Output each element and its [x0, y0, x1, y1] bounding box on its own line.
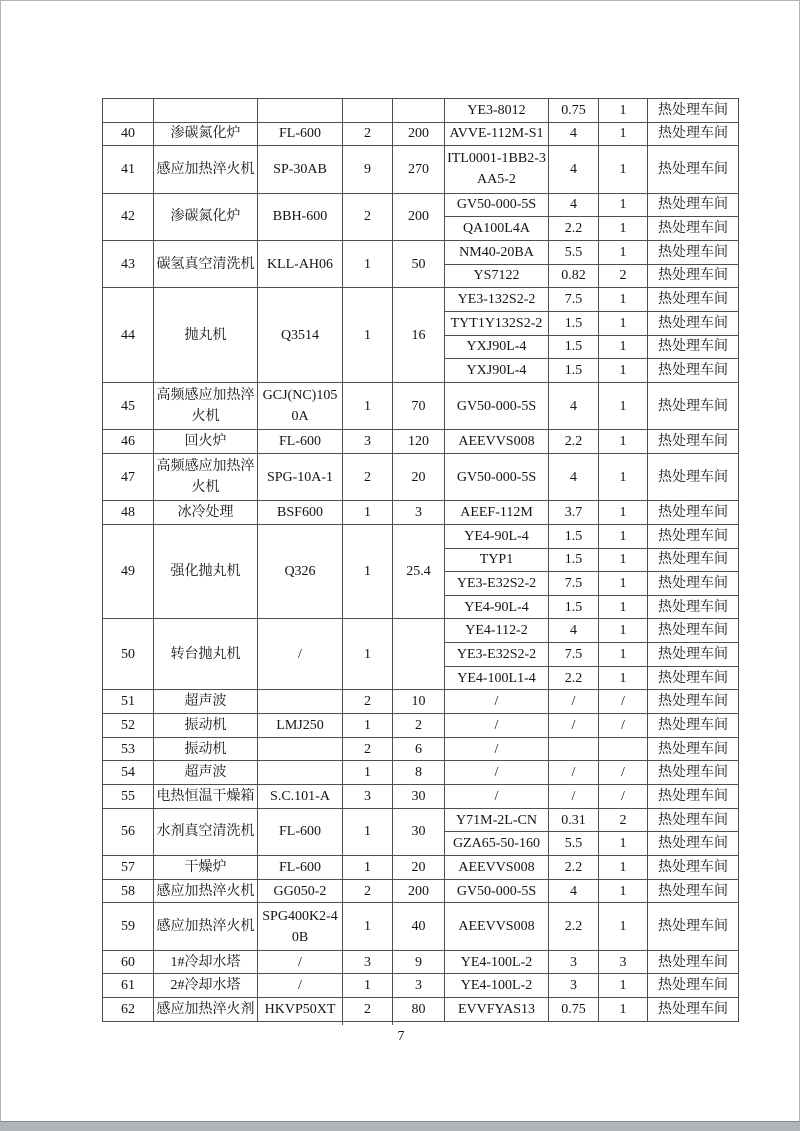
cell-motor-quantity: 1 — [599, 572, 648, 596]
cell-motor-model: / — [445, 785, 549, 809]
cell-quantity: 2 — [343, 879, 393, 903]
cell-motor-quantity: 1 — [599, 856, 648, 880]
cell-workshop: 热处理车间 — [648, 572, 739, 596]
cell-motor-quantity: 1 — [599, 998, 648, 1022]
cell-quantity: 1 — [343, 524, 393, 619]
cell-quantity: 1 — [343, 808, 393, 855]
cell-equipment-name: 振动机 — [154, 714, 258, 738]
cell-serial-number: 50 — [103, 619, 154, 690]
cell-motor-model: YE3-E32S2-2 — [445, 572, 549, 596]
cell-quantity: 1 — [343, 619, 393, 690]
cell-serial-number: 49 — [103, 524, 154, 619]
table-row — [103, 785, 739, 809]
cell-equipment-model: / — [258, 974, 343, 998]
cell-quantity: 2 — [343, 690, 393, 714]
cell-workshop: 热处理车间 — [648, 311, 739, 335]
cell-equipment-model: / — [258, 619, 343, 690]
table-row — [103, 146, 739, 193]
cell-power: 30 — [393, 785, 445, 809]
cell-workshop: 热处理车间 — [648, 288, 739, 312]
cell-workshop: 热处理车间 — [648, 382, 739, 429]
column-divider-tick — [342, 1020, 343, 1025]
cell-equipment-model: S.C.101-A — [258, 785, 343, 809]
cell-motor-model: YE3-132S2-2 — [445, 288, 549, 312]
cell-equipment-model: FL-600 — [258, 122, 343, 146]
cell-quantity: 3 — [343, 430, 393, 454]
cell-workshop: 热处理车间 — [648, 217, 739, 241]
cell-motor-power: 3 — [549, 950, 599, 974]
cell-quantity: 1 — [343, 856, 393, 880]
cell-power: 3 — [393, 974, 445, 998]
cell-workshop: 热处理车间 — [648, 240, 739, 264]
cell-motor-quantity: 2 — [599, 808, 648, 832]
cell-quantity: 1 — [343, 288, 393, 383]
table-row — [103, 501, 739, 525]
cell-power: 200 — [393, 122, 445, 146]
cell-motor-quantity: 1 — [599, 146, 648, 193]
cell-power: 20 — [393, 856, 445, 880]
cell-equipment-name: 电热恒温干燥箱 — [154, 785, 258, 809]
cell-serial-number: 57 — [103, 856, 154, 880]
cell-quantity: 1 — [343, 382, 393, 429]
cell-motor-power: / — [549, 690, 599, 714]
cell-power: 270 — [393, 146, 445, 193]
table-row — [103, 714, 739, 738]
cell-motor-quantity: 1 — [599, 548, 648, 572]
cell-equipment-name: 超声波 — [154, 761, 258, 785]
cell-motor-quantity: 1 — [599, 595, 648, 619]
cell-motor-power: 5.5 — [549, 240, 599, 264]
cell-motor-model: GV50-000-5S — [445, 879, 549, 903]
cell-workshop: 热处理车间 — [648, 524, 739, 548]
cell-equipment-name: 渗碳氮化炉 — [154, 193, 258, 240]
cell-power: 70 — [393, 382, 445, 429]
cell-serial-number: 41 — [103, 146, 154, 193]
cell-quantity: 3 — [343, 785, 393, 809]
cell-serial-number: 47 — [103, 453, 154, 500]
cell-motor-quantity: / — [599, 761, 648, 785]
cell-motor-model: YE3-8012 — [445, 99, 549, 123]
table-row — [103, 856, 739, 880]
cell-motor-power: 7.5 — [549, 288, 599, 312]
cell-power: 9 — [393, 950, 445, 974]
cell-workshop: 热处理车间 — [648, 761, 739, 785]
page-number: 7 — [397, 1029, 405, 1044]
cell-power: 25.4 — [393, 524, 445, 619]
cell-power: 200 — [393, 879, 445, 903]
cell-equipment-name: 感应加热淬火机 — [154, 146, 258, 193]
cell-motor-quantity: 1 — [599, 122, 648, 146]
cell-quantity: 1 — [343, 714, 393, 738]
cell-equipment-name: 回火炉 — [154, 430, 258, 454]
cell-equipment-model: LMJ250 — [258, 714, 343, 738]
cell-motor-quantity: 1 — [599, 879, 648, 903]
cell-equipment-model: GCJ(NC)1050A — [258, 382, 343, 429]
cell-motor-model: AEEVVS008 — [445, 430, 549, 454]
cell-workshop: 热处理车间 — [648, 264, 739, 288]
cell-power: 16 — [393, 288, 445, 383]
cell-equipment-model — [258, 737, 343, 761]
cell-motor-model: YE4-112-2 — [445, 619, 549, 643]
cell-workshop: 热处理车间 — [648, 808, 739, 832]
cell-motor-quantity: / — [599, 714, 648, 738]
table-row — [103, 99, 739, 123]
cell-motor-quantity: 1 — [599, 335, 648, 359]
cell-motor-power: 4 — [549, 122, 599, 146]
cell-serial-number: 55 — [103, 785, 154, 809]
cell-power — [393, 99, 445, 123]
table-row — [103, 382, 739, 429]
cell-serial-number: 51 — [103, 690, 154, 714]
table-row — [103, 974, 739, 998]
table-row — [103, 619, 739, 643]
cell-power: 8 — [393, 761, 445, 785]
cell-quantity: 2 — [343, 737, 393, 761]
cell-motor-model: YE4-100L-2 — [445, 950, 549, 974]
cell-motor-model: YE4-100L-2 — [445, 974, 549, 998]
cell-equipment-model: SP-30AB — [258, 146, 343, 193]
table-row — [103, 761, 739, 785]
table-row — [103, 288, 739, 312]
cell-workshop: 热处理车间 — [648, 690, 739, 714]
cell-motor-power: 4 — [549, 382, 599, 429]
cell-motor-quantity: 1 — [599, 619, 648, 643]
cell-motor-power: 0.75 — [549, 998, 599, 1022]
cell-equipment-name: 1#冷却水塔 — [154, 950, 258, 974]
cell-workshop: 热处理车间 — [648, 619, 739, 643]
cell-motor-model: EVVFYAS13 — [445, 998, 549, 1022]
cell-motor-power: 3 — [549, 974, 599, 998]
cell-equipment-name: 碳氢真空清洗机 — [154, 240, 258, 287]
cell-motor-power: 2.2 — [549, 430, 599, 454]
cell-power: 10 — [393, 690, 445, 714]
cell-power: 30 — [393, 808, 445, 855]
cell-motor-quantity: 1 — [599, 288, 648, 312]
cell-motor-model: / — [445, 690, 549, 714]
cell-equipment-model: HKVP50XT — [258, 998, 343, 1022]
cell-motor-power: 2.2 — [549, 903, 599, 950]
cell-equipment-name: 感应加热淬火剂 — [154, 998, 258, 1022]
cell-equipment-model: / — [258, 950, 343, 974]
cell-motor-power: 4 — [549, 453, 599, 500]
cell-motor-model: NM40-20BA — [445, 240, 549, 264]
cell-quantity: 1 — [343, 903, 393, 950]
table-row — [103, 903, 739, 950]
cell-motor-power: 4 — [549, 619, 599, 643]
cell-serial-number: 56 — [103, 808, 154, 855]
cell-equipment-name: 高频感应加热淬火机 — [154, 453, 258, 500]
cell-motor-model: TYT1Y132S2-2 — [445, 311, 549, 335]
cell-serial-number: 44 — [103, 288, 154, 383]
cell-motor-power: 0.82 — [549, 264, 599, 288]
cell-motor-power: 1.5 — [549, 359, 599, 383]
cell-motor-power: 3.7 — [549, 501, 599, 525]
cell-motor-model: GV50-000-5S — [445, 193, 549, 217]
cell-motor-quantity: 3 — [599, 950, 648, 974]
cell-motor-power: 1.5 — [549, 524, 599, 548]
cell-power: 200 — [393, 193, 445, 240]
cell-equipment-name — [154, 99, 258, 123]
cell-serial-number — [103, 99, 154, 123]
cell-motor-model: TYP1 — [445, 548, 549, 572]
cell-quantity: 3 — [343, 950, 393, 974]
cell-workshop: 热处理车间 — [648, 335, 739, 359]
cell-workshop: 热处理车间 — [648, 879, 739, 903]
cell-equipment-name: 2#冷却水塔 — [154, 974, 258, 998]
cell-equipment-model: FL-600 — [258, 856, 343, 880]
cell-motor-power: 4 — [549, 146, 599, 193]
cell-power: 2 — [393, 714, 445, 738]
cell-equipment-name: 超声波 — [154, 690, 258, 714]
cell-motor-model: Y71M-2L-CN — [445, 808, 549, 832]
cell-equipment-model: Q326 — [258, 524, 343, 619]
cell-quantity: 1 — [343, 761, 393, 785]
cell-equipment-name: 振动机 — [154, 737, 258, 761]
cell-motor-power: 1.5 — [549, 548, 599, 572]
cell-workshop: 热处理车间 — [648, 548, 739, 572]
cell-motor-power: / — [549, 761, 599, 785]
cell-motor-model: AEEVVS008 — [445, 856, 549, 880]
cell-motor-quantity: 1 — [599, 99, 648, 123]
cell-motor-quantity: 1 — [599, 217, 648, 241]
cell-power: 120 — [393, 430, 445, 454]
cell-motor-model: / — [445, 737, 549, 761]
table-row — [103, 193, 739, 217]
cell-serial-number: 46 — [103, 430, 154, 454]
cell-power: 80 — [393, 998, 445, 1022]
cell-motor-quantity: 1 — [599, 903, 648, 950]
cell-power: 40 — [393, 903, 445, 950]
cell-motor-power: 1.5 — [549, 335, 599, 359]
cell-motor-power: 1.5 — [549, 595, 599, 619]
cell-motor-power: / — [549, 714, 599, 738]
table-row — [103, 808, 739, 832]
cell-equipment-name: 冰冷处理 — [154, 501, 258, 525]
cell-quantity: 1 — [343, 501, 393, 525]
cell-motor-quantity: 1 — [599, 240, 648, 264]
cell-quantity: 1 — [343, 240, 393, 287]
cell-motor-quantity: 1 — [599, 382, 648, 429]
cell-workshop: 热处理车间 — [648, 950, 739, 974]
cell-equipment-name: 水剂真空清洗机 — [154, 808, 258, 855]
cell-serial-number: 62 — [103, 998, 154, 1022]
cell-motor-model: YE3-E32S2-2 — [445, 643, 549, 667]
cell-motor-model: YE4-90L-4 — [445, 524, 549, 548]
cell-power: 20 — [393, 453, 445, 500]
cell-motor-model: YE4-100L1-4 — [445, 666, 549, 690]
cell-motor-model: ITL0001-1BB2-3AA5-2 — [445, 146, 549, 193]
cell-power: 3 — [393, 501, 445, 525]
cell-serial-number: 53 — [103, 737, 154, 761]
cell-motor-model: YS7122 — [445, 264, 549, 288]
cell-serial-number: 42 — [103, 193, 154, 240]
cell-motor-quantity: 1 — [599, 311, 648, 335]
cell-serial-number: 43 — [103, 240, 154, 287]
cell-equipment-model — [258, 761, 343, 785]
cell-motor-power: 5.5 — [549, 832, 599, 856]
equipment-table — [102, 98, 739, 1022]
cell-workshop: 热处理车间 — [648, 99, 739, 123]
cell-motor-quantity — [599, 737, 648, 761]
cell-motor-quantity: / — [599, 690, 648, 714]
cell-equipment-name: 感应加热淬火机 — [154, 879, 258, 903]
cell-power: 50 — [393, 240, 445, 287]
cell-motor-power: 0.75 — [549, 99, 599, 123]
cell-serial-number: 40 — [103, 122, 154, 146]
cell-power — [393, 619, 445, 690]
column-divider-tick — [392, 1020, 393, 1025]
cell-serial-number: 60 — [103, 950, 154, 974]
cell-motor-quantity: 1 — [599, 193, 648, 217]
cell-equipment-name: 强化抛丸机 — [154, 524, 258, 619]
cell-workshop: 热处理车间 — [648, 785, 739, 809]
cell-quantity: 2 — [343, 998, 393, 1022]
cell-motor-model: AVVE-112M-S1 — [445, 122, 549, 146]
cell-motor-power: 7.5 — [549, 643, 599, 667]
cell-equipment-name: 转台抛丸机 — [154, 619, 258, 690]
cell-equipment-name: 感应加热淬火机 — [154, 903, 258, 950]
cell-motor-quantity: 1 — [599, 359, 648, 383]
cell-equipment-model: SPG-10A-1 — [258, 453, 343, 500]
cell-serial-number: 52 — [103, 714, 154, 738]
cell-workshop: 热处理车间 — [648, 666, 739, 690]
cell-motor-power: 2.2 — [549, 666, 599, 690]
cell-motor-quantity: 1 — [599, 832, 648, 856]
cell-workshop: 热处理车间 — [648, 122, 739, 146]
cell-serial-number: 59 — [103, 903, 154, 950]
cell-power: 6 — [393, 737, 445, 761]
cell-quantity: 1 — [343, 974, 393, 998]
cell-motor-quantity: 1 — [599, 643, 648, 667]
cell-workshop: 热处理车间 — [648, 737, 739, 761]
cell-motor-power: / — [549, 785, 599, 809]
cell-motor-power: 2.2 — [549, 856, 599, 880]
cell-motor-power: 0.31 — [549, 808, 599, 832]
cell-motor-power: 4 — [549, 879, 599, 903]
cell-motor-model: GV50-000-5S — [445, 453, 549, 500]
cell-workshop: 热处理车间 — [648, 146, 739, 193]
cell-motor-model: AEEVVS008 — [445, 903, 549, 950]
cell-quantity: 2 — [343, 193, 393, 240]
table-row — [103, 240, 739, 264]
cell-workshop: 热处理车间 — [648, 453, 739, 500]
table-row — [103, 690, 739, 714]
cell-motor-quantity: 1 — [599, 666, 648, 690]
cell-motor-quantity: 2 — [599, 264, 648, 288]
cell-equipment-model: SPG400K2-40B — [258, 903, 343, 950]
cell-equipment-model — [258, 99, 343, 123]
cell-motor-quantity: 1 — [599, 974, 648, 998]
cell-motor-power: 4 — [549, 193, 599, 217]
cell-serial-number: 54 — [103, 761, 154, 785]
table-row — [103, 879, 739, 903]
cell-equipment-name: 渗碳氮化炉 — [154, 122, 258, 146]
cell-motor-power: 1.5 — [549, 311, 599, 335]
cell-workshop: 热处理车间 — [648, 501, 739, 525]
cell-workshop: 热处理车间 — [648, 595, 739, 619]
cell-motor-model: / — [445, 761, 549, 785]
table-row — [103, 524, 739, 548]
cell-workshop: 热处理车间 — [648, 998, 739, 1022]
cell-equipment-model: KLL-AH06 — [258, 240, 343, 287]
cell-workshop: 热处理车间 — [648, 193, 739, 217]
cell-motor-power: 7.5 — [549, 572, 599, 596]
cell-workshop: 热处理车间 — [648, 832, 739, 856]
cell-workshop: 热处理车间 — [648, 856, 739, 880]
table-row — [103, 430, 739, 454]
cell-motor-model: YXJ90L-4 — [445, 335, 549, 359]
cell-motor-power — [549, 737, 599, 761]
table-row — [103, 122, 739, 146]
cell-equipment-model: BSF600 — [258, 501, 343, 525]
cell-quantity: 2 — [343, 122, 393, 146]
cell-equipment-model: FL-600 — [258, 430, 343, 454]
cell-workshop: 热处理车间 — [648, 714, 739, 738]
cell-workshop: 热处理车间 — [648, 430, 739, 454]
cell-motor-quantity: 1 — [599, 453, 648, 500]
cell-serial-number: 58 — [103, 879, 154, 903]
cell-quantity: 2 — [343, 453, 393, 500]
cell-serial-number: 48 — [103, 501, 154, 525]
cell-motor-model: / — [445, 714, 549, 738]
cell-equipment-model: Q3514 — [258, 288, 343, 383]
cell-motor-model: AEEF-112M — [445, 501, 549, 525]
cell-motor-quantity: / — [599, 785, 648, 809]
cell-equipment-model: FL-600 — [258, 808, 343, 855]
cell-equipment-name: 干燥炉 — [154, 856, 258, 880]
cell-workshop: 热处理车间 — [648, 359, 739, 383]
cell-workshop: 热处理车间 — [648, 643, 739, 667]
cell-motor-model: GV50-000-5S — [445, 382, 549, 429]
cell-quantity: 9 — [343, 146, 393, 193]
equipment-table-body — [103, 99, 739, 1022]
cell-serial-number: 45 — [103, 382, 154, 429]
cell-equipment-name: 高频感应加热淬火机 — [154, 382, 258, 429]
cell-equipment-name: 抛丸机 — [154, 288, 258, 383]
cell-motor-model: YXJ90L-4 — [445, 359, 549, 383]
cell-workshop: 热处理车间 — [648, 974, 739, 998]
cell-motor-model: QA100L4A — [445, 217, 549, 241]
table-row — [103, 453, 739, 500]
cell-motor-model: YE4-90L-4 — [445, 595, 549, 619]
cell-motor-model: GZA65-50-160 — [445, 832, 549, 856]
table-row — [103, 998, 739, 1022]
cell-quantity — [343, 99, 393, 123]
table-row — [103, 950, 739, 974]
cell-serial-number: 61 — [103, 974, 154, 998]
cell-motor-quantity: 1 — [599, 430, 648, 454]
cell-motor-quantity: 1 — [599, 501, 648, 525]
cell-motor-quantity: 1 — [599, 524, 648, 548]
cell-workshop: 热处理车间 — [648, 903, 739, 950]
cell-equipment-model: BBH-600 — [258, 193, 343, 240]
cell-motor-power: 2.2 — [549, 217, 599, 241]
table-row — [103, 737, 739, 761]
cell-equipment-model — [258, 690, 343, 714]
cell-equipment-model: GG050-2 — [258, 879, 343, 903]
